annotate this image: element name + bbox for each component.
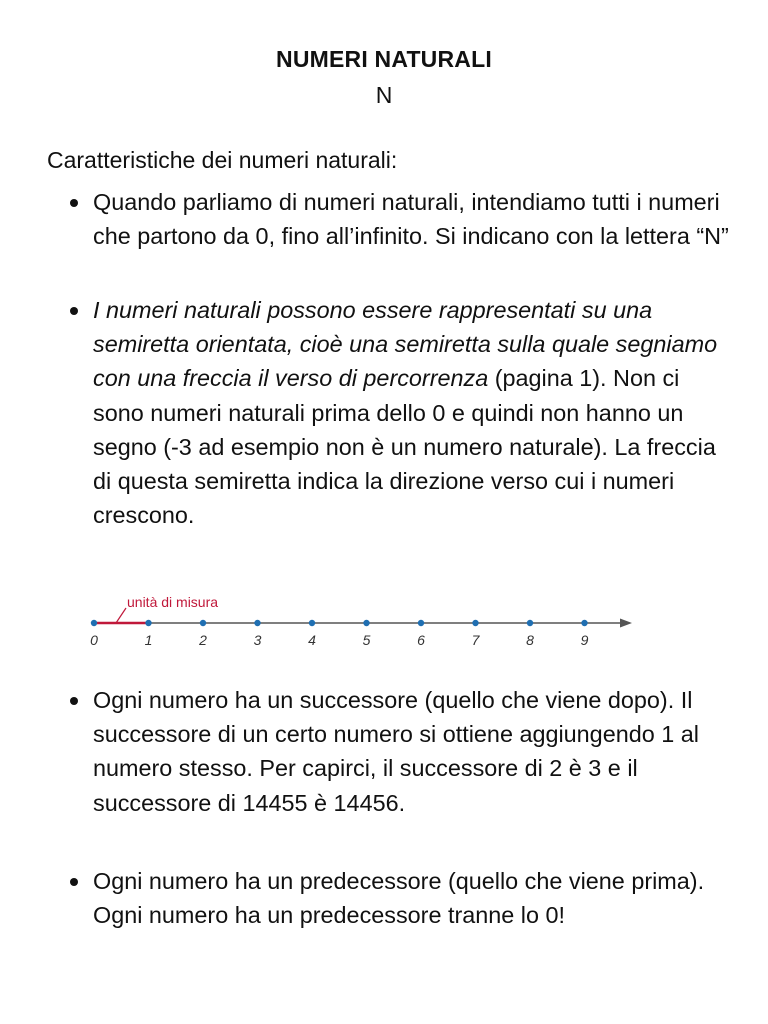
tick-dot-1	[145, 620, 151, 626]
tick-label-1: 1	[144, 632, 153, 648]
list-item	[93, 293, 733, 532]
tick-dot-6	[418, 620, 424, 626]
list-item: Quando parliamo di numeri naturali, intendiamo tutti i numeri che partono da 0, fino all’infinito. Si indicano con la lettera “N”	[93, 189, 729, 250]
list-item: Ogni numero ha un successore (quello che viene dopo). Il successore di un certo numero si ottiene aggiungendo 1 al numero stesso. Per capirci, il successore di 2 è 3 e il successore di 14455 è 14456.	[93, 687, 699, 816]
tick-dot-0	[91, 620, 97, 626]
plain-text: (pagina 1). Non ci sono numeri naturali prima dello 0 e quindi non hanno un segno (-3 ad esempio non è un numero naturale). La freccia di questa semiretta indica la direzione verso cui i numeri crescono.	[93, 365, 716, 529]
unit-label-connector	[116, 608, 126, 623]
italic-text: I numeri naturali possono essere rappresentati su una semiretta orientata, cioè una semiretta sulla quale segniamo con una freccia il verso di percorrenza	[93, 297, 718, 392]
tick-dot-8	[527, 620, 533, 626]
page-subtitle: N	[375, 82, 393, 108]
tick-dot-2	[200, 620, 206, 626]
tick-label-5: 5	[362, 632, 371, 648]
list-item: Ogni numero ha un predecessore (quello che viene prima). Ogni numero ha un predecessore tranne lo 0!	[93, 868, 705, 929]
tick-label-0: 0	[90, 632, 98, 648]
intro-text: Caratteristiche dei numeri naturali:	[47, 147, 398, 173]
bullet-icon	[67, 185, 79, 219]
page-title: NUMERI NATURALI	[276, 46, 492, 72]
tick-label-7: 7	[471, 632, 480, 648]
tick-label-4: 4	[308, 632, 316, 648]
bullet-icon	[67, 293, 79, 327]
number-line-figure	[80, 585, 640, 655]
tick-dot-3	[254, 620, 260, 626]
tick-label-8: 8	[526, 632, 534, 648]
tick-label-6: 6	[417, 632, 425, 648]
tick-label-3: 3	[253, 632, 262, 648]
bullet-icon	[67, 864, 79, 898]
tick-label-2: 2	[199, 632, 207, 648]
tick-dot-4	[309, 620, 315, 626]
number-line-arrow	[620, 619, 632, 628]
tick-label-9: 9	[580, 632, 589, 648]
unit-label: unità di misura	[127, 594, 219, 610]
tick-dot-5	[363, 620, 369, 626]
bullet-icon	[67, 683, 79, 717]
tick-dot-7	[472, 620, 478, 626]
tick-dot-9	[581, 620, 587, 626]
